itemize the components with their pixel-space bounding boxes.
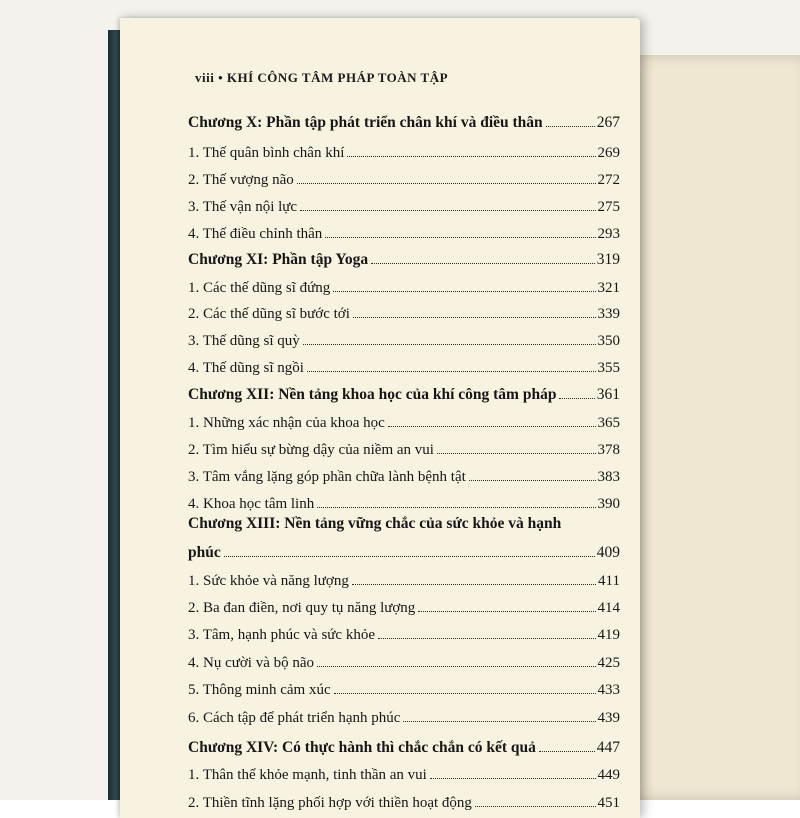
dot-leader — [430, 778, 596, 779]
toc-page-number: 275 — [597, 199, 620, 215]
toc-item-row — [188, 221, 620, 243]
toc-page-number: 439 — [597, 710, 620, 726]
toc-entry-title: 4. Khoa học tâm linh — [188, 496, 315, 512]
dot-leader — [297, 183, 596, 184]
toc-entry-title: Chương XIV: Có thực hành thì chắc chắn có kết quả — [188, 739, 536, 756]
toc-page-number: 419 — [597, 627, 620, 643]
dot-leader — [352, 584, 596, 585]
toc-chapter-row — [188, 735, 620, 757]
dot-leader — [347, 156, 595, 157]
toc-entry-title: 2. Thế vượng não — [188, 172, 294, 188]
toc-chapter-row — [188, 247, 620, 269]
dot-leader — [437, 453, 596, 454]
toc-item-row — [188, 595, 620, 617]
toc-item-row — [188, 491, 620, 513]
toc-chapter-row — [188, 110, 620, 132]
toc-item-row — [188, 705, 620, 727]
toc-page-number: 321 — [597, 280, 620, 296]
toc-entry-title: 6. Cách tập để phát triển hạnh phúc — [188, 710, 401, 726]
dot-leader — [317, 507, 595, 508]
toc-page-number: 425 — [597, 655, 620, 671]
toc-item-row — [188, 437, 620, 459]
toc-entry-title: 2. Thiền tĩnh lặng phối hợp với thiền hoạt động — [188, 795, 472, 811]
toc-page-number: 390 — [597, 496, 620, 512]
dot-leader — [317, 666, 595, 667]
toc-page-number: 411 — [598, 573, 620, 589]
toc-entry-title: 2. Tìm hiểu sự bừng dậy của niềm an vui — [188, 442, 434, 458]
toc-entry-title: 4. Nụ cười và bộ não — [188, 655, 315, 671]
toc-entry-title: 4. Thế dũng sĩ ngồi — [188, 360, 304, 376]
toc-page-number: 365 — [597, 415, 620, 431]
toc-entry-title: 3. Tâm vắng lặng góp phần chữa lành bệnh tật — [188, 469, 466, 485]
toc-chapter-row — [188, 540, 620, 562]
toc-page-number: 350 — [597, 333, 620, 349]
toc-item-row — [188, 140, 620, 162]
toc-item-row — [188, 328, 620, 350]
toc-entry-title: 1. Thân thể khỏe mạnh, tinh thần an vui — [188, 767, 427, 783]
toc-chapter-title: Chương XIII: Nền tảng vững chắc của sức khỏe và hạnh — [188, 515, 562, 532]
toc-item-row — [188, 568, 620, 590]
toc-item-row — [188, 194, 620, 216]
dot-leader — [469, 480, 596, 481]
toc-item-row — [188, 301, 620, 323]
dot-leader — [334, 693, 596, 694]
dot-leader — [559, 398, 594, 399]
toc-page-number: 319 — [596, 251, 620, 268]
toc-entry-title: Chương X: Phần tập phát triển chân khí và điều thân — [188, 114, 543, 131]
dot-leader — [224, 556, 595, 557]
toc-entry-title: 3. Thế vận nội lực — [188, 199, 298, 215]
toc-page-number: 383 — [597, 469, 620, 485]
toc-chapter-row — [188, 382, 620, 404]
toc-item-row — [188, 355, 620, 377]
toc-page-number: 269 — [597, 145, 620, 161]
toc-entry-title: 1. Thế quân bình chân khí — [188, 145, 345, 161]
running-head: viii • KHÍ CÔNG TÂM PHÁP TOÀN TẬP — [195, 70, 449, 85]
toc-entry-title: 3. Thế dũng sĩ quỳ — [188, 333, 300, 349]
toc-item-row — [188, 762, 620, 784]
toc-page-number: 267 — [596, 114, 620, 131]
toc-item-row — [188, 410, 620, 432]
dot-leader — [353, 317, 596, 318]
toc-entry-title: 1. Sức khỏe và năng lượng — [188, 573, 349, 589]
dot-leader — [307, 371, 596, 372]
toc-entry-title: 2. Các thế dũng sĩ bước tới — [188, 306, 350, 322]
toc-page-number: 414 — [597, 600, 620, 616]
dot-leader — [325, 237, 595, 238]
toc-item-row — [188, 677, 620, 699]
toc-page-number: 451 — [597, 795, 620, 811]
dot-leader — [303, 344, 596, 345]
toc-page-number: 433 — [597, 682, 620, 698]
toc-page-number: 409 — [596, 544, 620, 561]
toc-entry-title: phúc — [188, 544, 221, 561]
adjacent-page — [630, 55, 800, 800]
toc-item-row — [188, 790, 620, 812]
dot-leader — [403, 721, 595, 722]
dot-leader — [378, 638, 596, 639]
toc-page-number: 272 — [597, 172, 620, 188]
dot-leader — [539, 751, 595, 752]
dot-leader — [475, 806, 596, 807]
toc-page-number: 378 — [597, 442, 620, 458]
dot-leader — [300, 210, 595, 211]
toc-item-row — [188, 275, 620, 297]
toc-page-number: 293 — [597, 226, 620, 242]
toc-item-row — [188, 622, 620, 644]
toc-page-number: 447 — [596, 739, 620, 756]
toc-page-number: 361 — [596, 386, 620, 403]
dot-leader — [388, 426, 596, 427]
toc-entry-title: 1. Các thế dũng sĩ đứng — [188, 280, 331, 296]
dot-leader — [418, 611, 595, 612]
toc-entry-title: 3. Tâm, hạnh phúc và sức khỏe — [188, 627, 375, 643]
toc-entry-title: 1. Những xác nhận của khoa học — [188, 415, 385, 431]
toc-entry-title: 2. Ba đan điền, nơi quy tụ năng lượng — [188, 600, 416, 616]
dot-leader — [371, 263, 595, 264]
toc-page-number: 339 — [597, 306, 620, 322]
toc-entry-title: Chương XII: Nền tảng khoa học của khí công tâm pháp — [188, 386, 557, 403]
toc-item-row — [188, 167, 620, 189]
toc-entry-title: 4. Thế điều chỉnh thân — [188, 226, 323, 242]
dot-leader — [333, 291, 595, 292]
toc-entry-title: 5. Thông minh cảm xúc — [188, 682, 331, 698]
toc-entry-title: Chương XI: Phần tập Yoga — [188, 251, 369, 268]
toc-item-row — [188, 650, 620, 672]
toc-page-number: 449 — [597, 767, 620, 783]
toc-item-row — [188, 464, 620, 486]
dot-leader — [546, 126, 595, 127]
book-page — [120, 18, 640, 818]
toc-page-number: 355 — [597, 360, 620, 376]
